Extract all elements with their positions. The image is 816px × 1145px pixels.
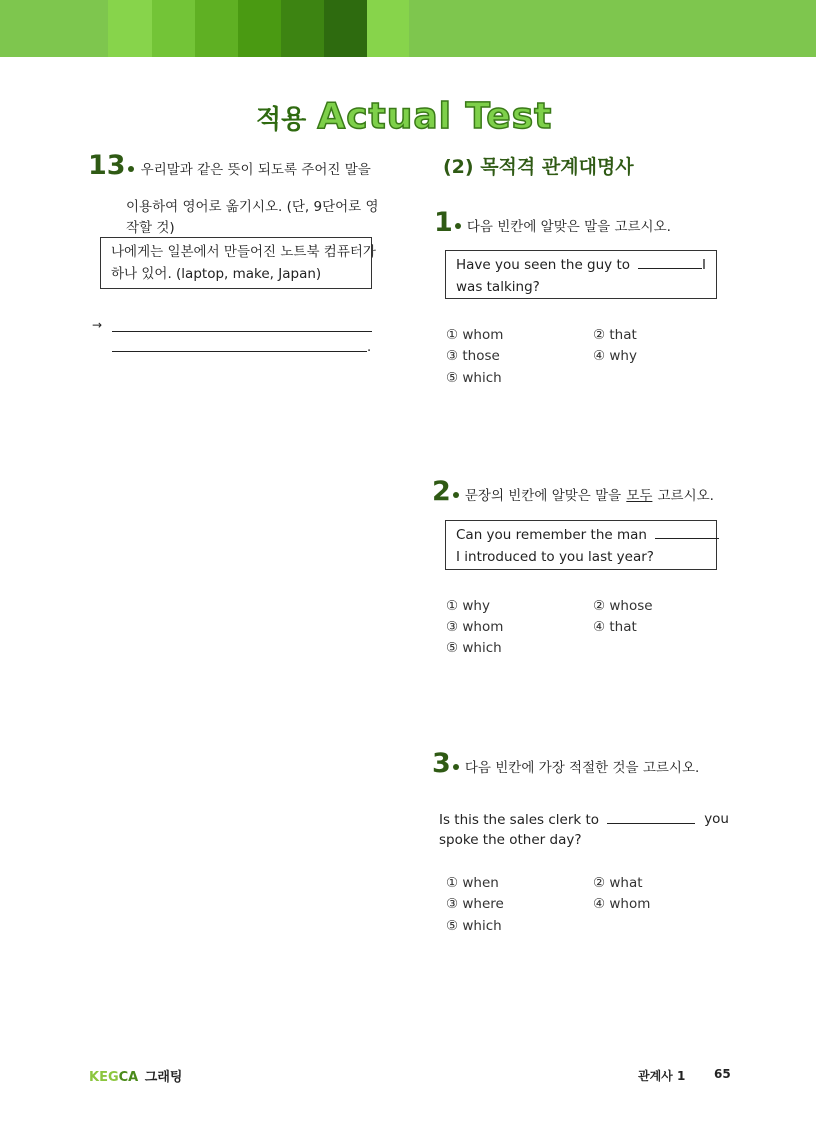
sentence-box (445, 250, 717, 299)
option-1[interactable]: ① whom (446, 327, 504, 343)
option-2[interactable]: ② what (593, 875, 643, 891)
korean-sentence-line: 하나 있어. (laptop, make, Japan) (111, 266, 322, 282)
question-instruction-line: 작할 것) (126, 220, 175, 236)
header-band-segment (281, 0, 324, 57)
sentence-text: spoke the other day? (439, 832, 582, 848)
question-instruction: 문장의 빈칸에 알맞은 말을 (464, 488, 622, 504)
header-band-segment (367, 0, 409, 57)
header-band-segment (238, 0, 281, 57)
option-3[interactable]: ③ where (446, 896, 504, 912)
logo-part: KEG (89, 1070, 119, 1085)
option-2[interactable]: ② whose (593, 598, 653, 614)
option-2[interactable]: ② that (593, 327, 637, 343)
option-1[interactable]: ① why (446, 598, 490, 614)
answer-arrow: → (92, 318, 103, 332)
question-instruction-emphasis: 모두 (626, 488, 653, 504)
answer-blank[interactable] (655, 526, 719, 539)
chapter-label: 관계사 1 (638, 1069, 686, 1083)
sentence-text: you (704, 811, 729, 827)
question-instruction-line: 이용하여 영어로 옮기시오. (단, 9단어로 영 (126, 199, 379, 215)
sentence-box (445, 520, 717, 570)
sentence-text: I introduced to you last year? (456, 549, 654, 565)
question-instruction: 우리말과 같은 뜻이 되도록 주어진 말을 (140, 162, 371, 178)
sentence-text: I (702, 257, 706, 273)
question-number: 1 (434, 207, 453, 238)
sentence-text: was talking? (456, 279, 540, 295)
sentence-text: Can you remember the man (456, 527, 647, 543)
page-title (256, 96, 576, 142)
option-3[interactable]: ③ whom (446, 619, 504, 635)
question-number: 3 (432, 748, 451, 779)
answer-line[interactable] (112, 351, 367, 352)
question-instruction: 다음 빈칸에 알맞은 말을 고르시오. (466, 219, 671, 235)
header-band-segment (324, 0, 367, 57)
question-number-dot (128, 166, 134, 172)
question-number-dot (455, 223, 461, 229)
answer-period: . (367, 340, 372, 355)
option-5[interactable]: ⑤ which (446, 918, 502, 934)
option-4[interactable]: ④ that (593, 619, 637, 635)
question-instruction: 다음 빈칸에 가장 적절한 것을 고르시오. (464, 760, 700, 776)
logo-part: CA (118, 1070, 139, 1085)
question-number-dot (453, 764, 459, 770)
answer-line[interactable] (112, 331, 372, 332)
header-band-segment (409, 0, 816, 57)
header-band-segment (0, 0, 108, 57)
header-band-segment (195, 0, 238, 57)
sentence-text: Is this the sales clerk to (439, 812, 600, 828)
question-number-dot (453, 492, 459, 498)
answer-blank[interactable] (607, 811, 695, 824)
header-band-segment (108, 0, 152, 57)
question-number: 2 (432, 476, 451, 507)
korean-sentence-line: 나에게는 일본에서 만들어진 노트북 컴퓨터가 (111, 244, 376, 260)
header-band (0, 0, 816, 57)
page-title-english: Actual Test (317, 96, 553, 137)
option-5[interactable]: ⑤ which (446, 370, 502, 386)
korean-sentence-box (100, 237, 376, 289)
logo-korean: 그래팅 (144, 1070, 183, 1085)
option-3[interactable]: ③ those (446, 348, 500, 364)
option-5[interactable]: ⑤ which (446, 640, 502, 656)
page-title-korean: 적용 (256, 105, 307, 135)
sentence-text: Have you seen the guy to (456, 257, 631, 273)
question-instruction: 고르시오. (657, 488, 714, 504)
option-4[interactable]: ④ why (593, 348, 637, 364)
question-number: 13 (88, 150, 126, 181)
page-number: 65 (714, 1067, 731, 1081)
option-4[interactable]: ④ whom (593, 896, 651, 912)
option-1[interactable]: ① when (446, 875, 499, 891)
section-title: (2) 목적격 관계대명사 (443, 156, 634, 178)
publisher-logo (89, 1066, 182, 1085)
answer-blank[interactable] (638, 256, 702, 269)
header-band-segment (152, 0, 195, 57)
